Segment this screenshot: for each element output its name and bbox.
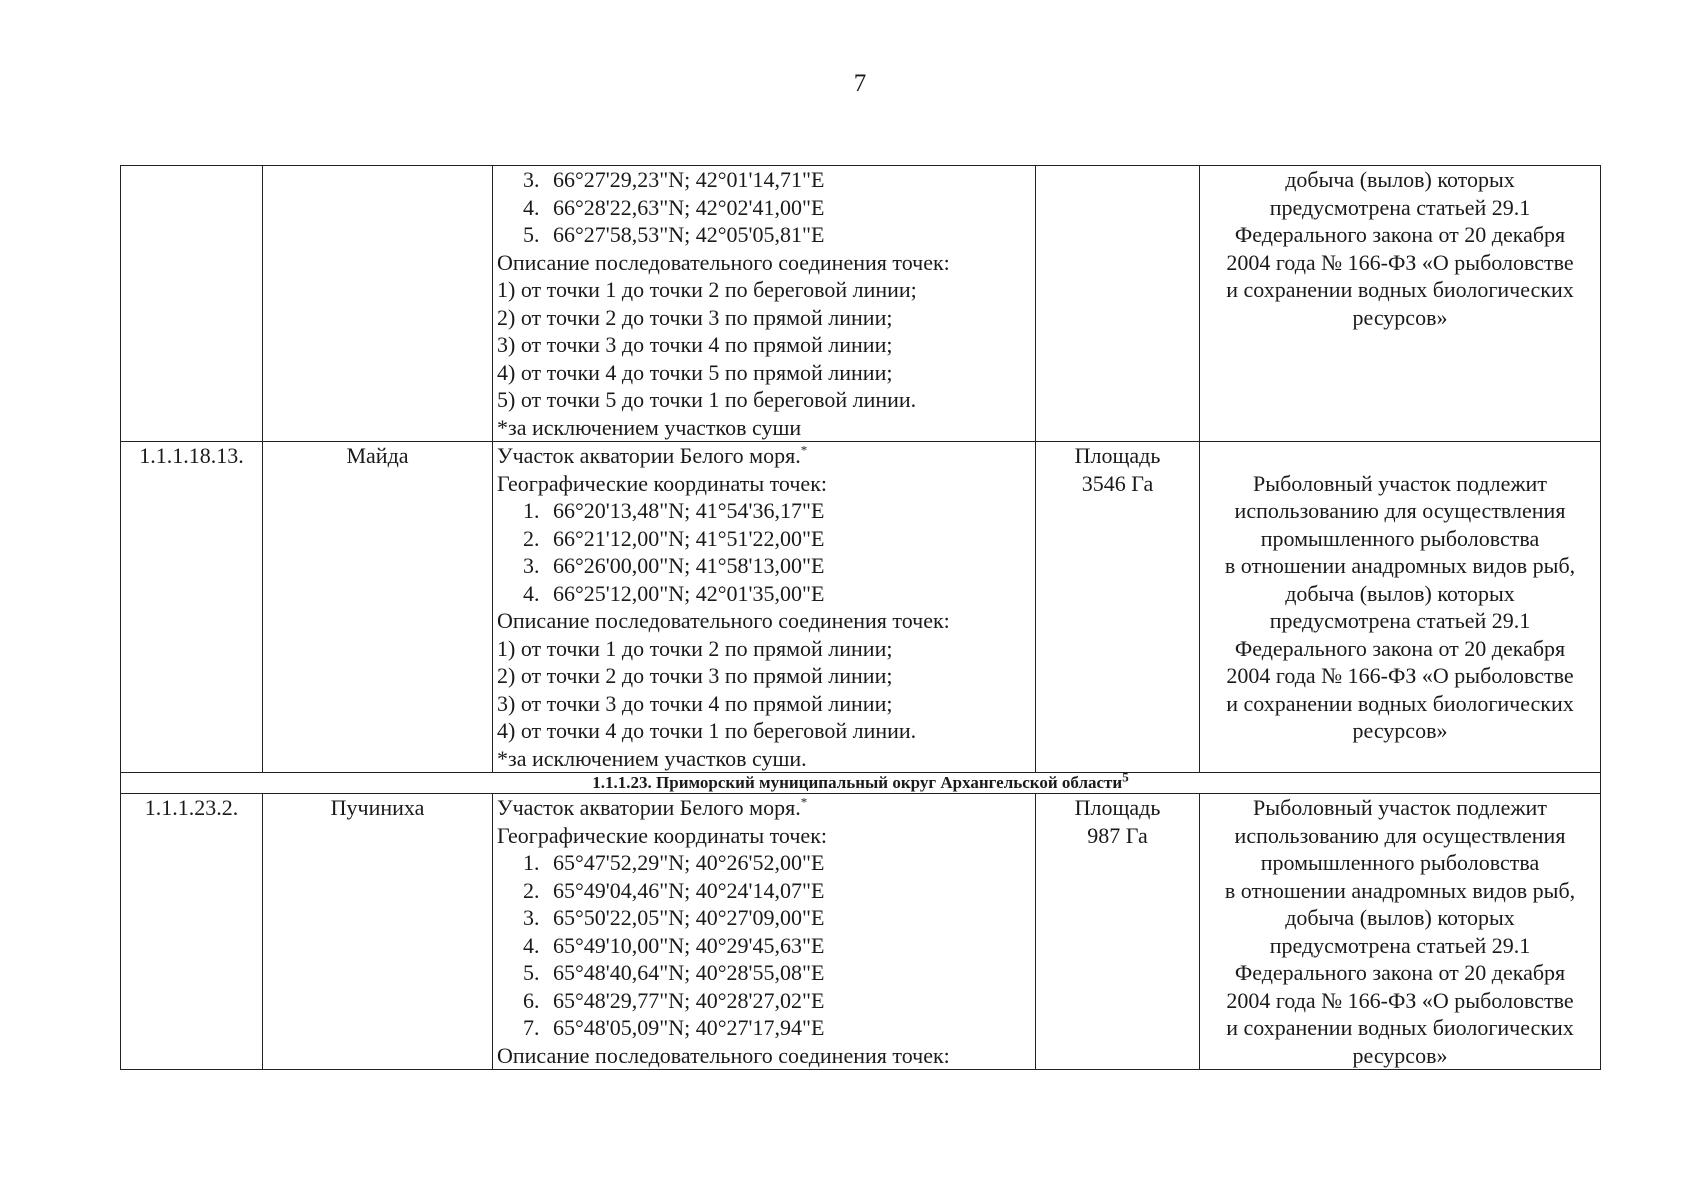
connection-item: 3) от точки 3 до точки 4 по прямой линии; (497, 332, 893, 357)
footnote-mark: 5 (1122, 769, 1129, 785)
row-note-cell (1200, 794, 1601, 1070)
note-line: предусмотрена статьей 29.1 (1269, 932, 1531, 958)
row-area-cell (1036, 442, 1200, 773)
section-header-row (121, 773, 1601, 794)
coord-item: 3. 65°50'22,05"N; 40°27'09,00"E (523, 905, 825, 930)
note-line: в отношении анадромных видов рыб, (1224, 877, 1576, 903)
note-line: предусмотрена статьей 29.1 (1269, 194, 1531, 220)
note-line: 2004 года № 166-ФЗ «О рыболовстве (1226, 987, 1574, 1013)
connection-item: 1) от точки 1 до точки 2 по прямой линии; (497, 635, 893, 661)
coord-item: 3. 66°27'29,23"N; 42°01'14,71"E (523, 167, 825, 192)
note-line: использованию для осуществления (1234, 498, 1566, 523)
footnote: *за исключением участков суши (497, 414, 802, 440)
coord-item: 4. 66°28'22,63"N; 42°02'41,00"E (523, 194, 825, 220)
table-row-puchinikha (121, 794, 1601, 1070)
row-number: 1.1.1.23.2. (121, 794, 263, 1070)
note-line: ресурсов» (1352, 718, 1448, 743)
area-value: 987 Га (1087, 822, 1148, 848)
note-line: 2004 года № 166-ФЗ «О рыболовстве (1226, 663, 1574, 688)
row-name: Майда (263, 442, 493, 773)
note-line: Федерального закона от 20 декабря (1234, 635, 1566, 661)
area-label: Площадь (1074, 795, 1161, 820)
note-line: и сохранении водных биологических (1226, 277, 1574, 302)
coords-title: Географические координаты точек: (497, 822, 827, 848)
note-line: Федерального закона от 20 декабря (1234, 222, 1566, 247)
row-area-cell (1036, 166, 1200, 442)
connection-item: 2) от точки 2 до точки 3 по прямой линии; (497, 304, 893, 330)
area-title: Участок акватории Белого моря.* (497, 794, 808, 820)
row-description-cell (493, 794, 1036, 1070)
connection-item: 5) от точки 5 до точки 1 по береговой линии. (497, 387, 917, 412)
area-label: Площадь (1074, 443, 1161, 468)
coords-title: Географические координаты точек: (497, 470, 827, 496)
connection-title: Описание последовательного соединения точек: (497, 608, 950, 633)
asterisk-mark: * (800, 794, 808, 810)
coord-item: 1. 65°47'52,29"N; 40°26'52,00"E (523, 850, 825, 875)
note-line: Рыболовный участок подлежит (1253, 470, 1547, 496)
coords-list (497, 849, 1031, 1042)
connection-item: 2) от точки 2 до точки 3 по прямой линии; (497, 663, 893, 688)
area-value: 3546 Га (1081, 470, 1154, 496)
row-note-cell (1200, 442, 1601, 773)
note-line: добыча (вылов) которых (1285, 580, 1515, 606)
coord-item: 2. 66°21'12,00"N; 41°51'22,00"E (523, 525, 825, 551)
coord-item: 7. 65°48'05,09"N; 40°27'17,94"E (523, 1015, 825, 1040)
row-description-cell (493, 166, 1036, 442)
coords-list (497, 166, 1031, 249)
coord-item: 4. 66°25'12,00"N; 42°01'35,00"E (523, 580, 825, 606)
coord-item: 1. 66°20'13,48"N; 41°54'36,17"E (523, 498, 825, 523)
row-name: Пучиниха (263, 794, 493, 1070)
row-name-cell (263, 166, 493, 442)
note-line: добыча (вылов) которых (1285, 905, 1515, 930)
note-line: ресурсов» (1352, 304, 1448, 330)
connection-title: Описание последовательного соединения точек: (497, 249, 950, 275)
row-note-cell (1200, 166, 1601, 442)
note-line: добыча (вылов) которых (1285, 167, 1515, 192)
coord-item: 6. 65°48'29,77"N; 40°28'27,02"E (523, 987, 825, 1013)
connection-item: 1) от точки 1 до точки 2 по береговой линии; (497, 277, 917, 302)
note-line: 2004 года № 166-ФЗ «О рыболовстве (1226, 249, 1574, 275)
note-line: промышленного рыболовства (1260, 850, 1540, 875)
coord-item: 5. 65°48'40,64"N; 40°28'55,08"E (523, 960, 825, 985)
page-number: 7 (853, 70, 867, 97)
asterisk-mark: * (800, 442, 808, 458)
note-line: ресурсов» (1352, 1042, 1448, 1068)
row-description-cell (493, 442, 1036, 773)
note-line: в отношении анадромных видов рыб, (1224, 553, 1576, 578)
connection-item: 3) от точки 3 до точки 4 по прямой линии; (497, 690, 893, 716)
table-row-continued (121, 166, 1601, 442)
row-number-cell (121, 166, 263, 442)
coord-item: 5. 66°27'58,53"N; 42°05'05,81"E (523, 222, 825, 247)
footnote: *за исключением участков суши. (497, 745, 807, 771)
connection-title: Описание последовательного соединения точек: (497, 1042, 950, 1068)
coord-item: 2. 65°49'04,46"N; 40°24'14,07"E (523, 877, 825, 903)
connection-item: 4) от точки 4 до точки 5 по прямой линии; (497, 359, 893, 385)
coord-item: 3. 66°26'00,00"N; 41°58'13,00"E (523, 553, 825, 578)
note-line: использованию для осуществления (1234, 822, 1566, 848)
row-number: 1.1.1.18.13. (121, 442, 263, 773)
note-line: промышленного рыболовства (1260, 525, 1540, 551)
coords-list (497, 497, 1031, 607)
section-title: 1.1.1.23. Приморский муниципальный округ Архангельской области$^5$ (121, 773, 1601, 794)
note-line: Федерального закона от 20 декабря (1234, 960, 1566, 985)
note-line: Рыболовный участок подлежит (1253, 795, 1547, 820)
table-row-maida (121, 442, 1601, 773)
note-line: и сохранении водных биологических (1226, 1015, 1574, 1040)
note-line: предусмотрена статьей 29.1 (1269, 608, 1531, 633)
note-line: и сохранении водных биологических (1226, 690, 1574, 716)
connection-item: 4) от точки 4 до точки 1 по береговой линии. (497, 718, 917, 743)
row-area-cell (1036, 794, 1200, 1070)
area-title: Участок акватории Белого моря.* (497, 442, 808, 468)
coord-item: 4. 65°49'10,00"N; 40°29'45,63"E (523, 932, 825, 958)
fishing-areas-table (120, 165, 1601, 1070)
